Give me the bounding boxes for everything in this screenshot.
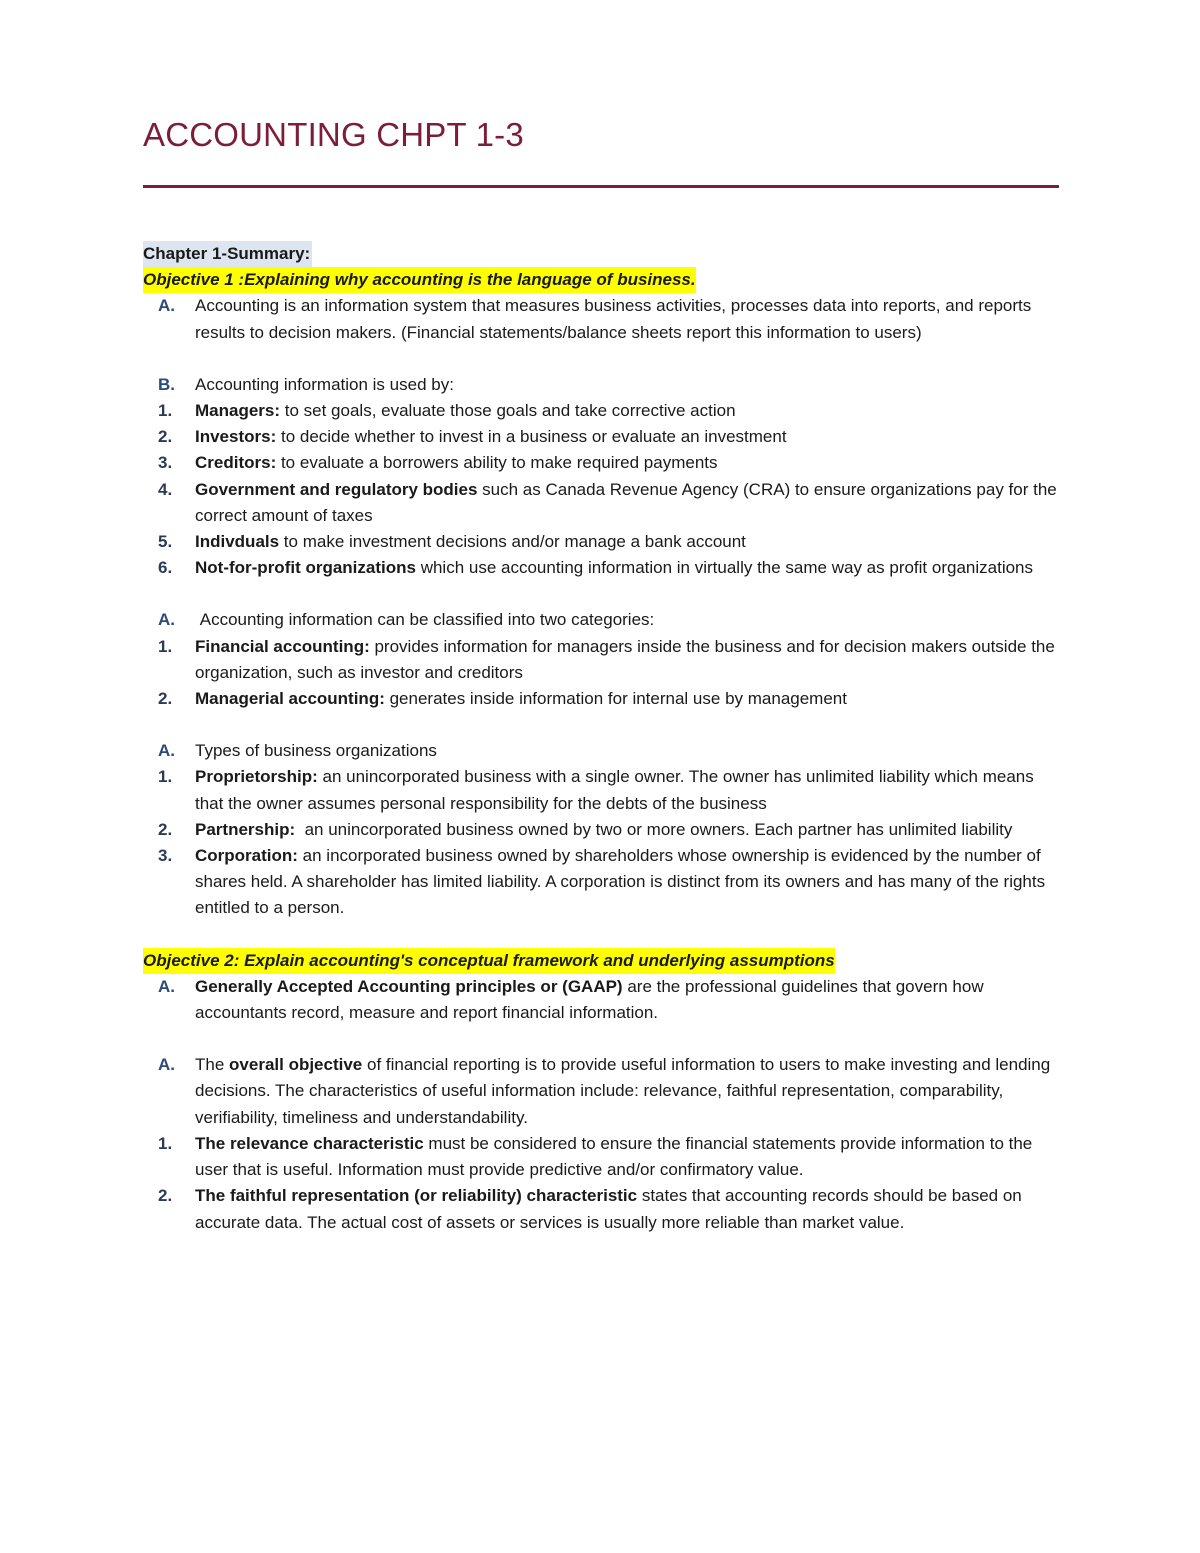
- page-title: ACCOUNTING CHPT 1-3: [143, 116, 524, 153]
- list-item: [143, 398, 1063, 424]
- term: Not-for-profit organizations: [195, 558, 416, 578]
- list-item: [143, 1052, 1063, 1131]
- list-marker: B.: [158, 374, 175, 394]
- definition: which use accounting information in virtually the same way as profit organizations: [415, 558, 1033, 578]
- list-item: [143, 477, 1063, 529]
- term: Government and regulatory bodies: [195, 479, 478, 499]
- list-text: Types of business organizations: [195, 741, 437, 761]
- objective-1-heading: Objective 1 :Explaining why accounting is the language of business.: [143, 267, 696, 293]
- definition: states that accounting records should be based on accurate data. The actual cost of assets or services is usually more reliable than market value.: [195, 1186, 1022, 1232]
- term: Indivduals: [195, 532, 280, 552]
- document-body: [143, 241, 1063, 1236]
- list-number: 3.: [158, 846, 173, 866]
- title-divider: [143, 185, 1059, 188]
- list-item: [143, 1183, 1063, 1235]
- definition: must be considered to ensure the financial statements provide information to the user that is useful. Information must provide predictive and/or confirmatory value.: [195, 1133, 1033, 1180]
- list-number: 1.: [158, 636, 173, 656]
- list-marker: A.: [158, 296, 175, 316]
- list-item: [143, 686, 1063, 712]
- list-text: Accounting information can be classified into two categories:: [195, 610, 655, 630]
- list-number: 5.: [158, 532, 173, 552]
- list-number: 6.: [158, 558, 173, 578]
- list-text: Accounting information is used by:: [195, 374, 454, 394]
- list-item: [143, 607, 1063, 633]
- list-item: [143, 372, 1063, 398]
- list-item: [143, 974, 1063, 1026]
- list-marker: A.: [158, 976, 175, 996]
- list-number: 1.: [158, 1133, 173, 1153]
- definition: of financial reporting is to provide useful information to users to make investing and lending decisions. The characteristics of useful information include: relevance, faithful representation, comparability, verifiability, timeliness and understandability.: [195, 1055, 1055, 1127]
- definition: provides information for managers inside the business and for decision makers outside the organization, such as investor and creditors: [195, 636, 1055, 682]
- definition: an unincorporated business owned by two or more owners. Each partner has unlimited liability: [295, 819, 1013, 839]
- list-item: [143, 764, 1063, 816]
- term: Creditors:: [195, 453, 277, 473]
- list-item: [143, 555, 1063, 581]
- list-number: 2.: [158, 427, 173, 447]
- chapter-heading: Chapter 1-Summary:: [143, 241, 312, 267]
- term: Partnership:: [195, 819, 296, 839]
- term: Investors:: [195, 427, 277, 447]
- definition: an incorporated business owned by shareholders whose ownership is evidenced by the number of shares held. A shareholder has limited liability. A corporation is distinct from its owners and has many of the rights entitled to a person.: [195, 846, 1046, 918]
- definition: to decide whether to invest in a business or evaluate an investment: [276, 427, 787, 447]
- list-item: [143, 293, 1063, 345]
- definition: to set goals, evaluate those goals and take corrective action: [280, 401, 736, 421]
- definition: are the professional guidelines that govern how accountants record, measure and report financial information.: [195, 976, 984, 1023]
- list-item: [143, 738, 1063, 764]
- term: Managerial accounting:: [195, 689, 385, 709]
- list-item: [143, 817, 1063, 843]
- list-marker: A.: [158, 1055, 175, 1075]
- term: The relevance characteristic: [195, 1133, 424, 1153]
- term: overall objective: [229, 1055, 363, 1075]
- list-number: 2.: [158, 819, 173, 839]
- term: Financial accounting:: [195, 636, 370, 656]
- list-text: Accounting is an information system that measures business activities, processes data into reports, and reports results to decision makers. (Financial statements/balance sheets report this information to users): [195, 296, 1032, 342]
- list-marker: A.: [158, 741, 175, 761]
- definition: to evaluate a borrowers ability to make required payments: [276, 453, 718, 473]
- list-number: 1.: [158, 401, 173, 421]
- list-number: 4.: [158, 479, 173, 499]
- definition: generates inside information for internal use by management: [384, 689, 847, 709]
- list-item: [143, 529, 1063, 555]
- list-number: 1.: [158, 767, 173, 787]
- list-item: [143, 634, 1063, 686]
- term: Proprietorship:: [195, 767, 318, 787]
- list-number: 2.: [158, 1186, 173, 1206]
- list-item: [143, 424, 1063, 450]
- term: Corporation:: [195, 846, 298, 866]
- list-marker: A.: [158, 610, 175, 630]
- term: Managers:: [195, 401, 281, 421]
- definition: an unincorporated business with a single owner. The owner has unlimited liability which means that the owner assumes personal responsibility for the debts of the business: [195, 767, 1034, 813]
- term: The faithful representation (or reliability) characteristic: [195, 1186, 638, 1206]
- list-number: 2.: [158, 689, 173, 709]
- lead-text: The: [195, 1055, 230, 1075]
- list-number: 3.: [158, 453, 173, 473]
- list-item: [143, 1131, 1063, 1183]
- list-item: [143, 450, 1063, 476]
- definition: to make investment decisions and/or manage a bank account: [279, 532, 746, 552]
- definition: such as Canada Revenue Agency (CRA) to ensure organizations pay for the correct amount of taxes: [195, 479, 1057, 525]
- list-item: [143, 843, 1063, 922]
- objective-2-heading: Objective 2: Explain accounting's conceptual framework and underlying assumptions: [143, 948, 835, 974]
- term: Generally Accepted Accounting principles or (GAAP): [195, 976, 623, 996]
